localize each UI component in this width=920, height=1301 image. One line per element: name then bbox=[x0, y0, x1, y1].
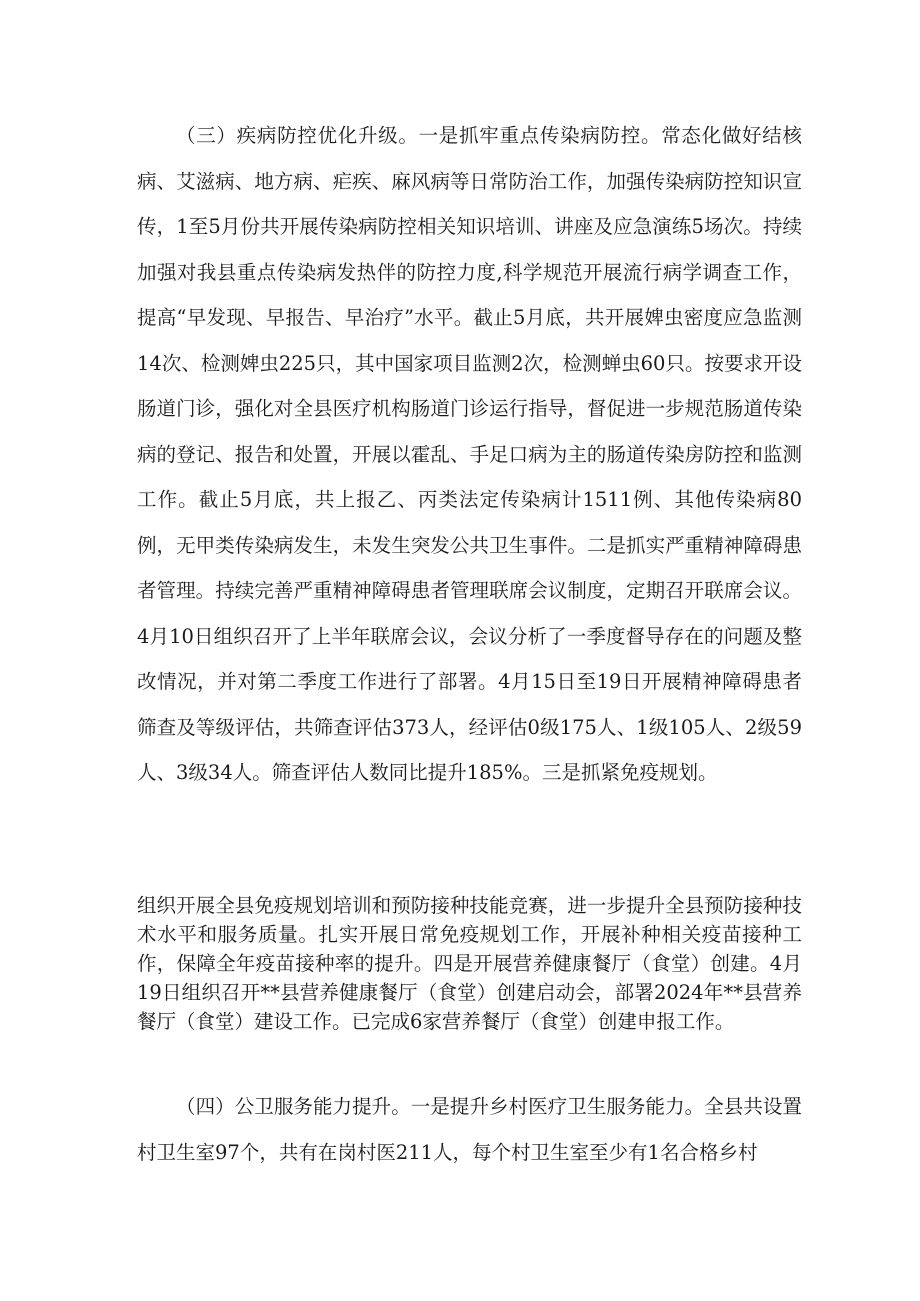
paragraph-public-health-capacity: （四）公卫服务能力提升。一是提升乡村医疗卫生服务能力。全县共设置村卫生室97个，共有在岗村医211人，每个村卫生室至少有1名合格乡村 bbox=[137, 1095, 802, 1164]
paragraph-public-health-capacity-block bbox=[137, 1084, 802, 1175]
paragraph-immunization-block bbox=[137, 891, 802, 1036]
paragraph-disease-prevention: （三）疾病防控优化升级。一是抓牢重点传染病防控。常态化做好结核病、艾滋病、地方病、疟疾、麻风病等日常防治工作，加强传染病防控知识宣传，1至5月份共开展传染病防控相关知识培训、讲座及应急演练5场次。持续加强对我县重点传染病发热伴的防控力度,科学规范开展流行病学调查工作，提高“早发现、早报告、早治疗”水平。截止5月底，共开展婢虫密度应急监测14次、检测婢虫225只，其中国家项目监测2次，检测蝉虫60只。按要求开设肠道门诊，强化对全县医疗机构肠道门诊运行指导，督促进一步规范肠道传染病的登记、报告和处置，开展以霍乱、手足口病为主的肠道传染房防控和监测工作。截止5月底，共上报乙、丙类法定传染病计1511例、其他传染病80例，无甲类传染病发生，未发生突发公共卫生事件。二是抓实严重精神障碍患者管理。持续完善严重精神障碍患者管理联席会议制度，定期召开联席会议。4月10日组织召开了上半年联席会议，会议分析了一季度督导存在的问题及整改情况，并对第二季度工作进行了部署。4月15日至19日开展精神障碍患者筛查及等级评估，共筛查评估373人，经评估0级175人、1级105人、2级59人、3级34人。筛查评估人数同比提升185%。三是抓紧免疫规划。 bbox=[137, 124, 802, 784]
paragraph-disease-prevention-block bbox=[137, 113, 802, 796]
paragraph-immunization: 组织开展全县免疫规划培训和预防接种技能竞赛，进一步提升全县预防接种技术水平和服务质量。扎实开展日常免疫规划工作，开展补种相关疫苗接种工作，保障全年疫苗接种率的提升。四是开展营养健康餐厅（食堂）创建。4月19日组织召开**县营养健康餐厅（食堂）创建启动会，部署2024年**县营养餐厅（食堂）建设工作。已完成6家营养餐厅（食堂）创建申报工作。 bbox=[137, 894, 802, 1033]
